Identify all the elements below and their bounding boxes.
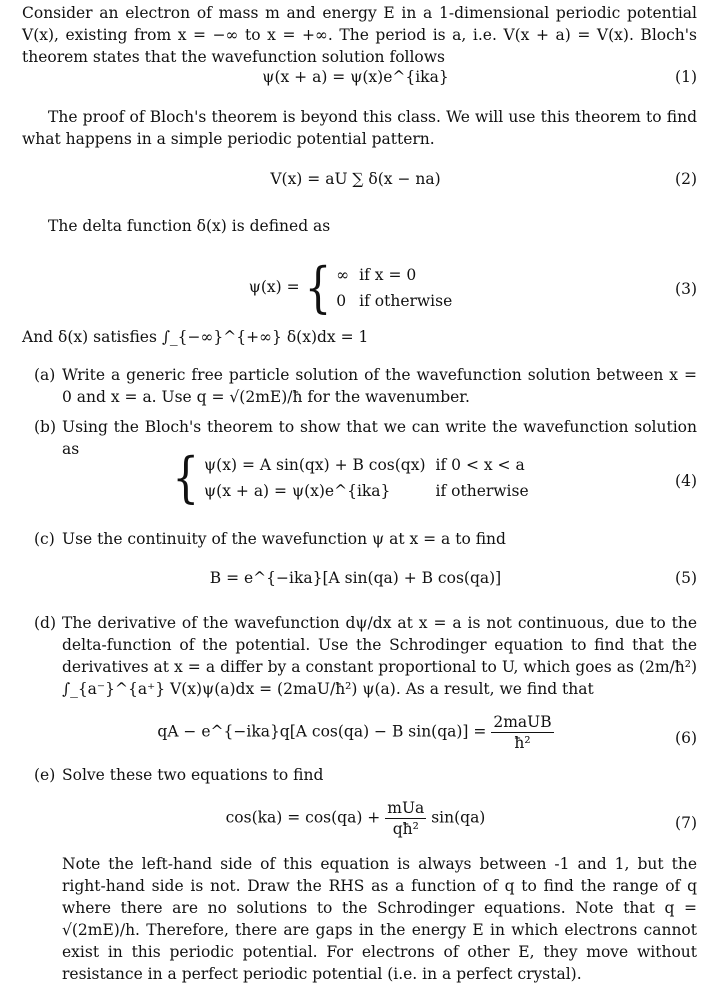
equation-4-number: (4) [675, 472, 697, 490]
case-2-value: 0 [336, 292, 347, 310]
delta-definition-text: The delta function δ(x) is defined as [48, 217, 331, 235]
left-brace: { [172, 445, 200, 510]
equation-6 [0, 712, 711, 753]
equation-2-number: (2) [675, 170, 697, 188]
fraction-numerator: mUa [387, 799, 425, 817]
equation-3-number: (3) [675, 280, 697, 298]
part-c [34, 528, 697, 550]
note [34, 853, 697, 985]
equation-5-number: (5) [675, 569, 697, 587]
part-e-label: (e) [34, 766, 56, 784]
part-b-label: (b) [34, 418, 57, 436]
part-a [34, 364, 697, 408]
equation-1-number: (1) [675, 68, 697, 86]
equation-3-lhs: ψ(x) = [248, 278, 300, 296]
eq4-case-2-condition: if otherwise [435, 482, 529, 500]
part-a-label: (a) [34, 366, 56, 384]
part-d-label: (d) [34, 614, 57, 632]
part-e-text: Solve these two equations to find [62, 766, 324, 784]
equation-4 [0, 445, 711, 510]
note-text: Note the left-hand side of this equation is always between -1 and 1, but the right-hand side is not. Draw the RHS as a function of q to find the range of q where there are no solutions to the Schrodinger equations. Note that q = √(2mE)/h. Therefore, there are gaps in the energy E in which electrons cannot exist in this periodic potential. For electrons of other E, they move without resistance in a perfect periodic potential (i.e. in a perfect crystal). [62, 855, 697, 983]
intro-paragraph: Consider an electron of mass m and energy E in a 1-dimensional periodic potential V(x), existing from x = −∞ to x = +∞. The period is a, i.e. V(x + a) = V(x). Bloch's theorem states that the wavefunction solution follows [22, 4, 697, 66]
part-c-text: Use the continuity of the wavefunction ψ at x = a to find [62, 530, 506, 548]
equation-4-cases [204, 452, 539, 504]
proof-paragraph: The proof of Bloch's theorem is beyond this class. We will use this theorem to find what happens in a simple periodic potential pattern. [22, 108, 697, 148]
equation-2: V(x) = aU ∑ δ(x − na) [270, 170, 441, 188]
delta-normalization-text: And δ(x) satisfies ∫_{−∞}^{+∞} δ(x)dx = 1 [22, 328, 369, 346]
fraction-numerator: 2maUB [493, 713, 552, 731]
equation-6-lhs: qA − e^{−ika}q[A cos(qa) − B sin(qa)] = [157, 722, 487, 741]
part-e [34, 764, 697, 786]
equation-5: B = e^{−ika}[A sin(qa) + B cos(qa)] [209, 569, 502, 587]
part-c-label: (c) [34, 530, 55, 548]
case-1-value: ∞ [336, 266, 350, 284]
part-d [34, 612, 697, 700]
left-brace: { [304, 255, 332, 320]
part-d-text: The derivative of the wavefunction dψ/dx at x = a is not continuous, due to the delta-function of the potential. Use the Schrodinger equation to find that the derivatives at x = a differ by a constant proportional to U, which goes as (2m/ħ²) ∫_{a⁻}^{a⁺} V(x)ψ(a)dx = (2maU/ħ²) ψ(a). As a result, we find that [62, 614, 697, 698]
eq4-case-1-condition: if 0 < x < a [435, 456, 525, 474]
fraction-denominator: ħ² [514, 734, 531, 752]
part-b-text: Using the Bloch's theorem to show that we can write the wavefunction solution as [62, 418, 697, 458]
case-2-condition: if otherwise [359, 292, 453, 310]
equation-7-rhs: sin(qa) [431, 808, 486, 827]
eq4-case-1: ψ(x) = A sin(qx) + B cos(qx) [204, 456, 426, 474]
equation-3-cases [336, 262, 462, 314]
equation-1: ψ(x + a) = ψ(x)e^{ika} [262, 68, 449, 86]
fraction-denominator: qħ² [392, 820, 419, 838]
eq4-case-2: ψ(x + a) = ψ(x)e^{ika} [204, 482, 391, 500]
equation-7 [0, 798, 711, 839]
case-1-condition: if x = 0 [359, 266, 417, 284]
equation-7-fraction [385, 798, 426, 839]
equation-3 [0, 255, 711, 320]
equation-6-number: (6) [675, 729, 697, 747]
equation-7-lhs: cos(ka) = cos(qa) + [225, 808, 381, 827]
equation-6-fraction [491, 712, 553, 753]
part-a-text: Write a generic free particle solution of the wavefunction solution between x = 0 and x = a. Use q = √(2mE)/ħ for the wavenumber. [62, 366, 697, 406]
equation-7-number: (7) [675, 814, 697, 832]
